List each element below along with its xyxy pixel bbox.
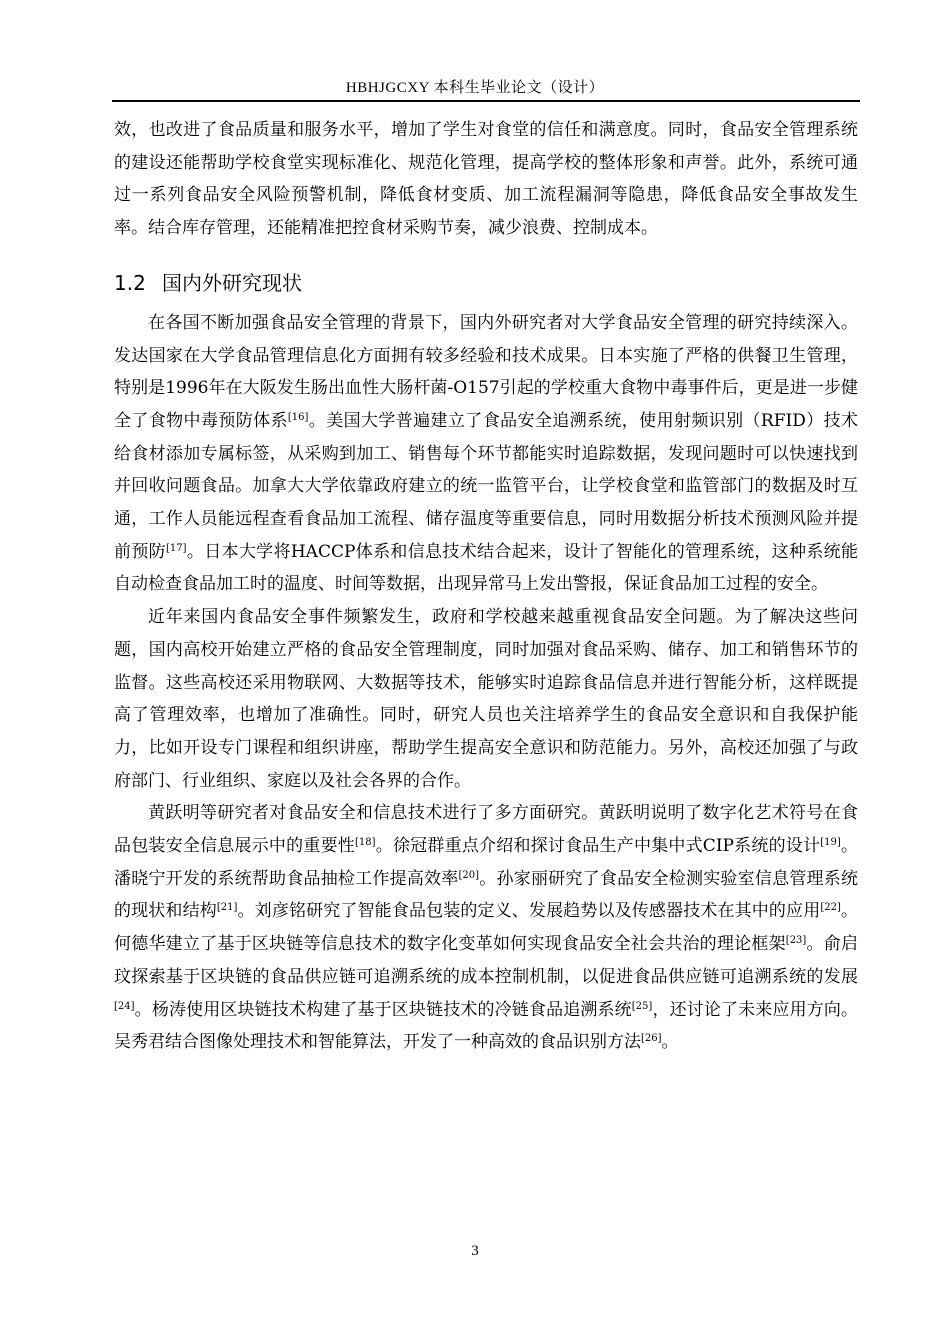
citation-22: [22] — [820, 902, 841, 914]
text-run: 。徐冠群重点介绍和探讨食品生产中集中式CIP系统的设计 — [375, 836, 821, 857]
text-run: 。 — [661, 1032, 679, 1053]
citation-20: [20] — [458, 869, 480, 881]
paragraph-international-research — [114, 307, 858, 601]
citation-23: [23] — [785, 935, 807, 947]
citation-21: [21] — [216, 902, 238, 914]
text-run: 。孙家丽研究了食品安全检测实验室信息管理系统的现状和结构 — [114, 868, 859, 922]
citation-18: [18] — [355, 837, 376, 849]
citation-16: [16] — [287, 411, 309, 423]
text-run: 。杨涛使用区块链技术构建了基于区块链技术的冷链食品追溯系统 — [134, 999, 632, 1020]
text-run: 。俞启玟探索基于区块链的食品供应链可追溯系统的成本控制机制，以促进食品供应链可追溯系统的发展 — [114, 934, 859, 987]
text-run: 。美国大学普遍建立了食品安全追溯系统，使用射频识别（RFID）技术给食材添加专属标签，从采购到加工、销售每个环节都能实时追踪数据，发现问题时可以快速找到并回收问题食品。加拿大大学依靠政府建立的统一监管平台，让学校食堂和监管部门的数据及时互通，工作人员能远程查看食品加工流程、储存温度等重要信息，同时用数据分析技术预测风险并提前预防 — [114, 410, 858, 562]
text-run: 黄跃明等研究者对食品安全和信息技术进行了多方面研究。黄跃明说明了数字化艺术符号在食品包装安全信息展示中的重要性 — [114, 803, 858, 857]
citation-24: [24] — [114, 1000, 135, 1012]
text-run: 。何德华建立了基于区块链等信息技术的数字化变革如何实现食品安全社会共治的理论框架 — [114, 901, 859, 955]
page-number: 3 — [471, 1243, 479, 1259]
text-run: 。日本大学将HACCP体系和信息技术结合起来，设计了智能化的管理系统，这种系统能自动检查食品加工时的温度、时间等数据，出现异常马上发出警报，保证食品加工过程的安全。 — [114, 541, 858, 595]
citation-26: [26] — [641, 1033, 662, 1045]
text-run: 。刘彦铭研究了智能食品包装的定义、发展趋势以及传感器技术在其中的应用 — [237, 901, 821, 922]
section-heading — [114, 267, 858, 299]
text-run: 。潘晓宁开发的系统帮助食品抽检工作提高效率 — [114, 836, 858, 889]
paragraph-domestic-research: 近年来国内食品安全事件频繁发生，政府和学校越来越重视食品安全问题。为了解决这些问题，国内高校开始建立严格的食品安全管理制度，同时加强对食品采购、储存、加工和销售环节的监督。这些高校还采用物联网、大数据等技术，能够实时追踪食品信息并进行智能分析，这样既提高了管理效率，也增加了准确性。同时，研究人员也关注培养学生的食品安全意识和自我保护能力，比如开设专门课程和组织讲座，帮助学生提高安全意识和防范能力。另外，高校还加强了与政府部门、行业组织、家庭以及社会各界的合作。 — [114, 607, 858, 791]
paragraph-researchers-review — [114, 797, 858, 1059]
section-title: 国内外研究现状 — [162, 270, 302, 295]
text-run: 在各国不断加强食品安全管理的背景下，国内外研究者对大学食品安全管理的研究持续深入。发达国家在大学食品管理信息化方面拥有较多经验和技术成果。日本实施了严格的供餐卫生管理，特别是1996年在大阪发生肠出血性大肠杆菌-O157引起的学校重大食物中毒事件后，更是进一步健全了食物中毒预防体系 — [114, 312, 858, 431]
text-run: ，还讨论了未来应用方向。吴秀君结合图像处理技术和智能算法，开发了一种高效的食品识别方法 — [114, 999, 859, 1053]
intro-continuation-paragraph: 效，也改进了食品质量和服务水平，增加了学生对食堂的信任和满意度。同时，食品安全管理系统的建设还能帮助学校食堂实现标准化、规范化管理，提高学校的整体形象和声誉。此外，系统可通过一系列食品安全风险预警机制，降低食材变质、加工流程漏洞等隐患，降低食品安全事故发生率。结合库存管理，还能精准把控食材采购节奏，减少浪费、控制成本。 — [114, 120, 858, 239]
citation-25: [25] — [631, 1000, 653, 1012]
section-number: 1.2 — [114, 270, 146, 295]
citation-17: [17] — [166, 542, 187, 554]
header-divider — [112, 100, 860, 102]
running-header: HBHJGCXY 本科生毕业论文（设计） — [345, 80, 605, 96]
page-body — [114, 114, 858, 1059]
citation-19: [19] — [820, 837, 841, 849]
